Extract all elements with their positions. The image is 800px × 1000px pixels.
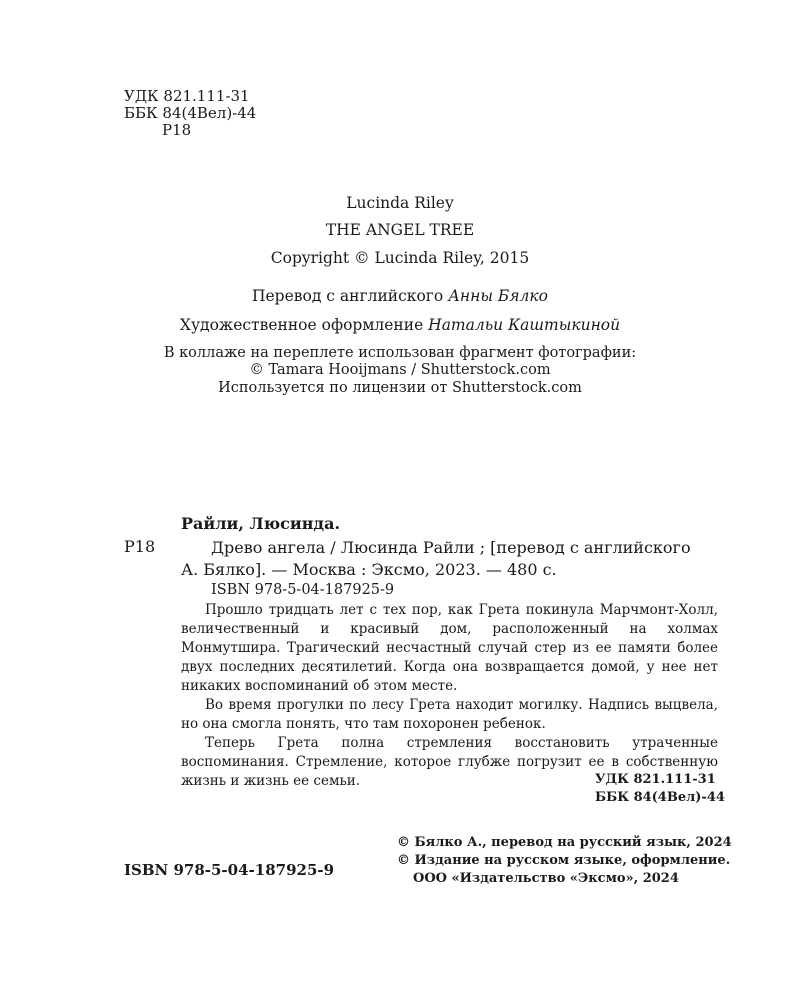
author-sign: Р18 (162, 121, 192, 139)
footer-isbn: ISBN 978-5-04-187925-9 (124, 861, 335, 879)
designer-name: Натальи Каштыкиной (428, 316, 621, 334)
original-author: Lucinda Riley (346, 194, 454, 212)
catalog-isbn: ISBN 978-5-04-187925-9 (211, 582, 395, 598)
translation-credit (0, 287, 800, 305)
annotation-paragraph: Прошло тридцать лет с тех пор, как Грета покинула Марчмонт-Холл, величественный и красивый дом, расположенный на холмах Монмутшира. Трагический несчастный случай стер из ее памяти более двух последних десятилетий. Когда она возвращается домой, у нее нет никаких воспоминаний об этом месте. (181, 602, 718, 694)
annotation-paragraph: Теперь Грета полна стремления восстановить утраченные воспоминания. Стремление, которое глубже погрузит ее в собственную жизнь и жизнь ее семьи. (181, 735, 718, 789)
catalog-author-heading: Райли, Люсинда. (181, 514, 341, 533)
catalog-bbk: ББК 84(4Вел)-44 (595, 790, 725, 805)
collage-credit-2: © Tamara Hooijmans / Shutterstock.com (249, 362, 551, 378)
translation-prefix: Перевод с английского (251, 287, 449, 305)
catalog-classification (595, 771, 725, 807)
catalog-description (181, 537, 718, 581)
classification-block (124, 88, 256, 139)
catalog-description-line-1: Древо ангела / Люсинда Райли ; [перевод с английского (211, 538, 691, 557)
design-credit (0, 316, 800, 334)
footer-copyright (397, 834, 732, 888)
design-prefix: Художественное оформление (179, 316, 429, 334)
catalog-description-line-2: А. Бялко]. — Москва : Эксмо, 2023. — 480 с. (181, 560, 557, 579)
edition-copyright: © Издание на русском языке, оформление. (397, 853, 731, 868)
translator-name: Анны Бялко (448, 287, 549, 305)
udk-code: УДК 821.111-31 (124, 87, 250, 105)
bbk-code: ББК 84(4Вел)-44 (124, 104, 257, 122)
annotation (181, 601, 718, 791)
original-copyright: Copyright © Lucinda Riley, 2015 (270, 249, 530, 267)
annotation-paragraph: Во время прогулки по лесу Грета находит могилку. Надпись выцвела, но она смогла понять, что там похоронен ребенок. (181, 697, 718, 732)
original-title: THE ANGEL TREE (325, 221, 475, 239)
collage-credit-1: В коллаже на переплете использован фрагмент фотографии: (163, 345, 637, 361)
catalog-udk: УДК 821.111-31 (595, 772, 716, 787)
catalog-code: Р18 (124, 537, 156, 556)
translation-copyright: © Бялко А., перевод на русский язык, 2024 (397, 835, 732, 850)
publisher-copyright: ООО «Издательство «Эксмо», 2024 (413, 871, 679, 886)
collage-credit-3: Используется по лицензии от Shutterstock.com (218, 380, 582, 396)
